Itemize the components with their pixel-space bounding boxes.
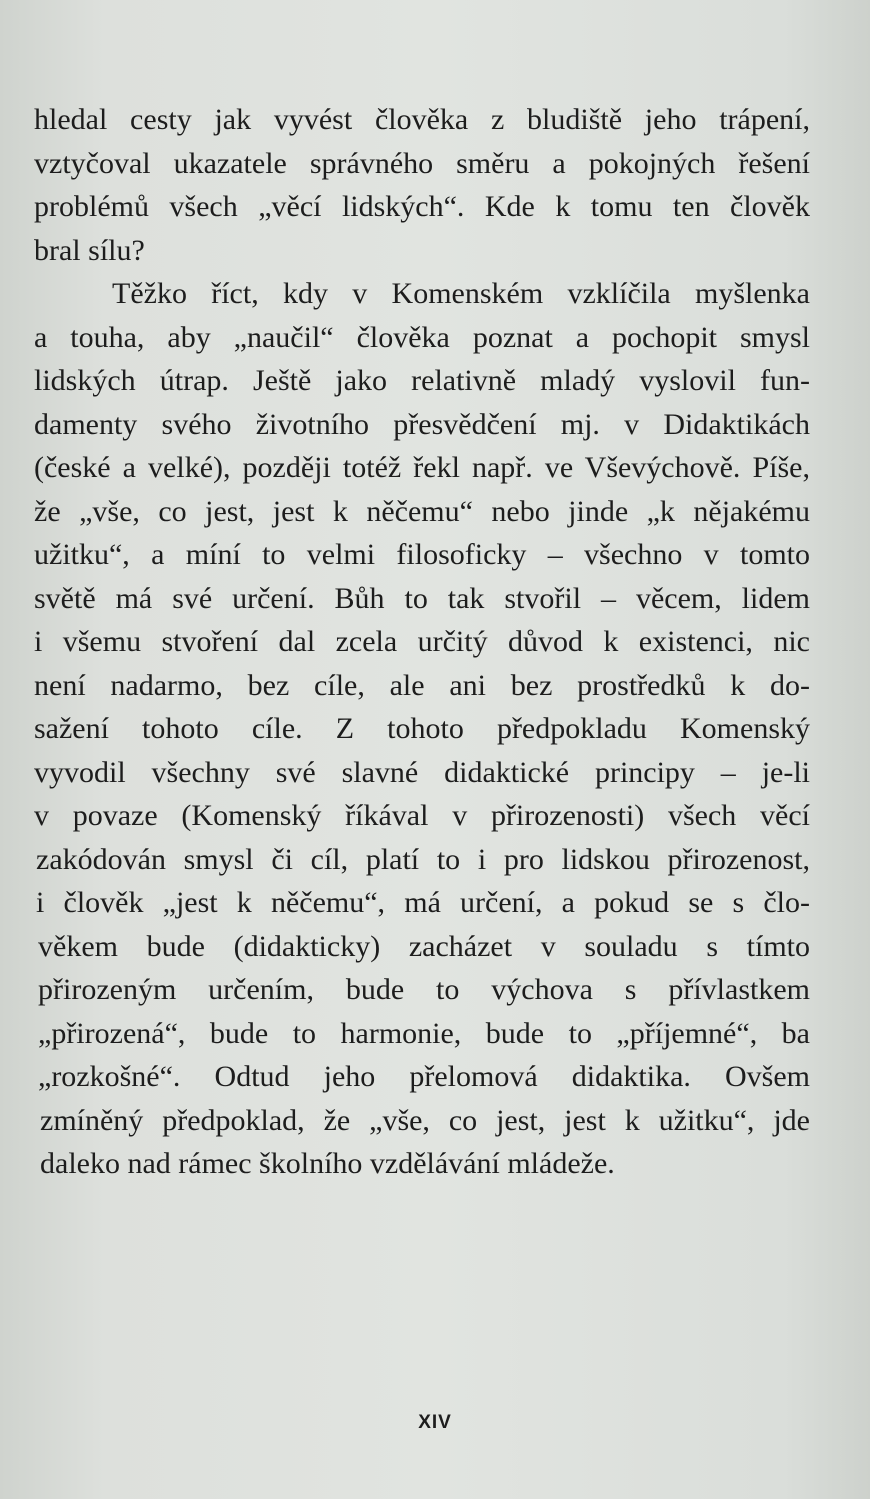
text-line: i člověk „jest k něčemu“, má určení, a pokud se s člo-	[36, 886, 810, 919]
text-line: Těžko říct, kdy v Komenském vzklíčila myšlenka	[112, 277, 810, 310]
text-line: přirozeným určením, bude to výchova s přívlastkem	[38, 973, 810, 1006]
text-line: bral sílu?	[34, 233, 145, 267]
text-line: „rozkošné“. Odtud jeho přelomová didaktika. Ovšem	[38, 1060, 810, 1093]
text-line: problémů všech „věcí lidských“. Kde k tomu ten člověk	[34, 190, 810, 223]
text-line: sažení tohoto cíle. Z tohoto předpokladu Komenský	[34, 712, 810, 745]
text-line: i všemu stvoření dal zcela určitý důvod k existenci, nic	[34, 625, 810, 658]
text-line: lidských útrap. Ještě jako relativně mladý vyslovil fun-	[34, 364, 810, 397]
text-line: není nadarmo, bez cíle, ale ani bez prostředků k do-	[34, 668, 810, 702]
page-number: XIV	[418, 1412, 452, 1433]
text-line: damenty svého životního přesvědčení mj. v Didaktikách	[34, 407, 810, 441]
text-line: daleko nad rámec školního vzdělávání mládeže.	[40, 1147, 615, 1180]
text-line: hledal cesty jak vyvést člověka z bludiště jeho trápení,	[34, 103, 810, 136]
body-text	[34, 98, 810, 1186]
text-line: věkem bude (didakticky) zacházet v souladu s tímto	[38, 929, 810, 963]
text-line: zmíněný předpoklad, že „vše, co jest, jest k užitku“, jde	[40, 1103, 810, 1137]
text-line: vztyčoval ukazatele správného směru a pokojných řešení	[34, 146, 810, 180]
text-line: světě má své určení. Bůh to tak stvořil – věcem, lidem	[34, 581, 810, 615]
text-line: (české a velké), později totéž řekl např. ve Vševýchově. Píše,	[34, 451, 810, 484]
text-line: užitku“, a míní to velmi filosoficky – všechno v tomto	[34, 538, 810, 571]
text-line: že „vše, co jest, jest k něčemu“ nebo jinde „k nějakému	[34, 494, 810, 528]
text-line: „přirozená“, bude to harmonie, bude to „příjemné“, ba	[38, 1016, 810, 1050]
text-line: v povaze (Komenský říkával v přirozenosti) všech věcí	[34, 799, 810, 832]
text-line: a touha, aby „naučil“ člověka poznat a pochopit smysl	[34, 320, 810, 354]
text-line: zakódován smysl či cíl, platí to i pro lidskou přirozenost,	[36, 842, 810, 876]
text-line: vyvodil všechny své slavné didaktické principy – je-li	[34, 755, 810, 789]
